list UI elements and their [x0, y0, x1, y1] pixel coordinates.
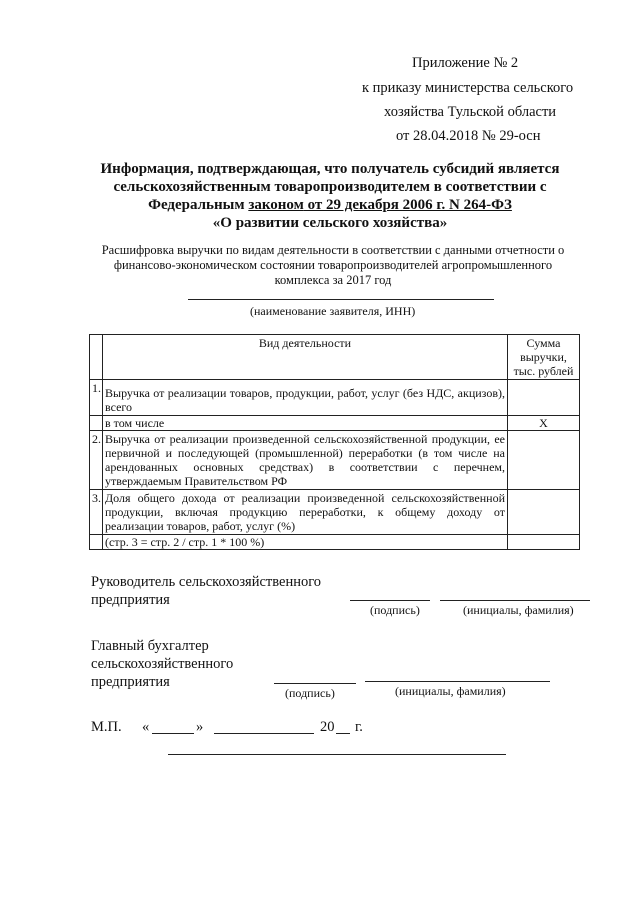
subtitle-line-3: комплекса за 2017 год: [274, 273, 392, 287]
document-title: [60, 160, 600, 232]
date-close-quote: »: [196, 719, 204, 735]
row-1-text: Выручка от реализации товаров, продукции, работ, услуг (без НДС, акцизов), всего: [103, 380, 508, 416]
head-signature-line: [350, 600, 430, 601]
head-title-line-1: Руководитель сельскохозяйственного: [91, 574, 322, 590]
table-row-formula: [90, 535, 580, 550]
title-line-3: [60, 196, 600, 214]
document-subtitle: [88, 243, 578, 288]
appendix-label: Приложение № 2: [412, 55, 519, 71]
head-name-line: [440, 600, 590, 601]
date-open-quote: «: [142, 719, 150, 735]
accountant-name-line: [365, 681, 550, 682]
revenue-table: [89, 334, 580, 550]
row-incl-num: [90, 416, 103, 431]
head-name-caption: (инициалы, фамилия): [463, 603, 574, 617]
row-3-text: Доля общего дохода от реализации произведенной сельскохозяйственной продукции, включая продукцию переработки, к общему доходу от реализации товаров, работ, услуг (%): [103, 490, 508, 535]
row-1-sum: [508, 380, 580, 416]
row-1-num: 1.: [90, 380, 103, 416]
accountant-sign-caption: (подпись): [285, 686, 335, 700]
table-row-1: [90, 380, 580, 416]
order-line: к приказу министерства сельского: [362, 80, 574, 96]
title-line-3-pre: Федеральным: [148, 197, 249, 213]
row-incl-mark: X: [508, 416, 580, 431]
table-row-2: [90, 431, 580, 490]
row-formula-text: (стр. 3 = стр. 2 / стр. 1 * 100 %): [103, 535, 508, 550]
subtitle-line-1: Расшифровка выручки по видам деятельности в соответствии с данными отчетности о: [101, 243, 565, 257]
row-3-sum: [508, 490, 580, 535]
row-incl-text: в том числе: [103, 416, 508, 431]
table-row-3: [90, 490, 580, 535]
col-activity-header: Вид деятельности: [103, 335, 508, 380]
head-sign-caption: (подпись): [370, 603, 420, 617]
row-formula-sum: [508, 535, 580, 550]
accountant-title-line-3: предприятия: [91, 674, 170, 690]
title-line-1: Информация, подтверждающая, что получатель субсидий является: [100, 161, 560, 177]
order-date-line: от 28.04.2018 № 29-осн: [396, 128, 541, 144]
accountant-signature-line: [274, 683, 356, 684]
date-month-line: [214, 733, 314, 734]
row-3-num: 3.: [90, 490, 103, 535]
bottom-line: [168, 754, 506, 755]
applicant-field-line: [188, 299, 494, 300]
subtitle-line-2: финансово-экономическом состоянии товаропроизводителей агропромышленного: [113, 258, 553, 272]
title-line-2: сельскохозяйственным товаропроизводителем в соответствии с: [113, 179, 547, 195]
stamp-label: М.П.: [91, 719, 122, 735]
law-link: законом: [248, 197, 304, 213]
ministry-line: хозяйства Тульской области: [384, 104, 557, 120]
applicant-caption: (наименование заявителя, ИНН): [250, 304, 416, 318]
col-sum-header: Сумма выручки, тыс. рублей: [508, 335, 580, 380]
law-details: от 29 декабря 2006 г. N 264-ФЗ: [303, 197, 512, 213]
accountant-title-line-2: сельскохозяйственного: [91, 656, 234, 672]
date-year-line: [336, 733, 350, 734]
accountant-name-caption: (инициалы, фамилия): [395, 684, 506, 698]
row-formula-num: [90, 535, 103, 550]
head-title-line-2: предприятия: [91, 592, 170, 608]
row-2-num: 2.: [90, 431, 103, 490]
date-day-line: [152, 733, 194, 734]
table-header-num: [90, 335, 103, 380]
date-year-suffix: г.: [355, 719, 363, 735]
table-header-row: [90, 335, 580, 380]
accountant-title-line-1: Главный бухгалтер: [91, 638, 209, 654]
head-title: [91, 573, 321, 609]
row-2-text: Выручка от реализации произведенной сельскохозяйственной продукции, ее первичной и последующей (промышленной) переработки (в том числе на арендованных основных средствах) в соответствии с перечнем, утверждаемым Правительством РФ: [103, 431, 508, 490]
table-row-incl: [90, 416, 580, 431]
accountant-title: [91, 637, 233, 691]
row-2-sum: [508, 431, 580, 490]
date-year-prefix: 20: [320, 719, 335, 735]
title-line-4: «О развитии сельского хозяйства»: [212, 215, 448, 231]
